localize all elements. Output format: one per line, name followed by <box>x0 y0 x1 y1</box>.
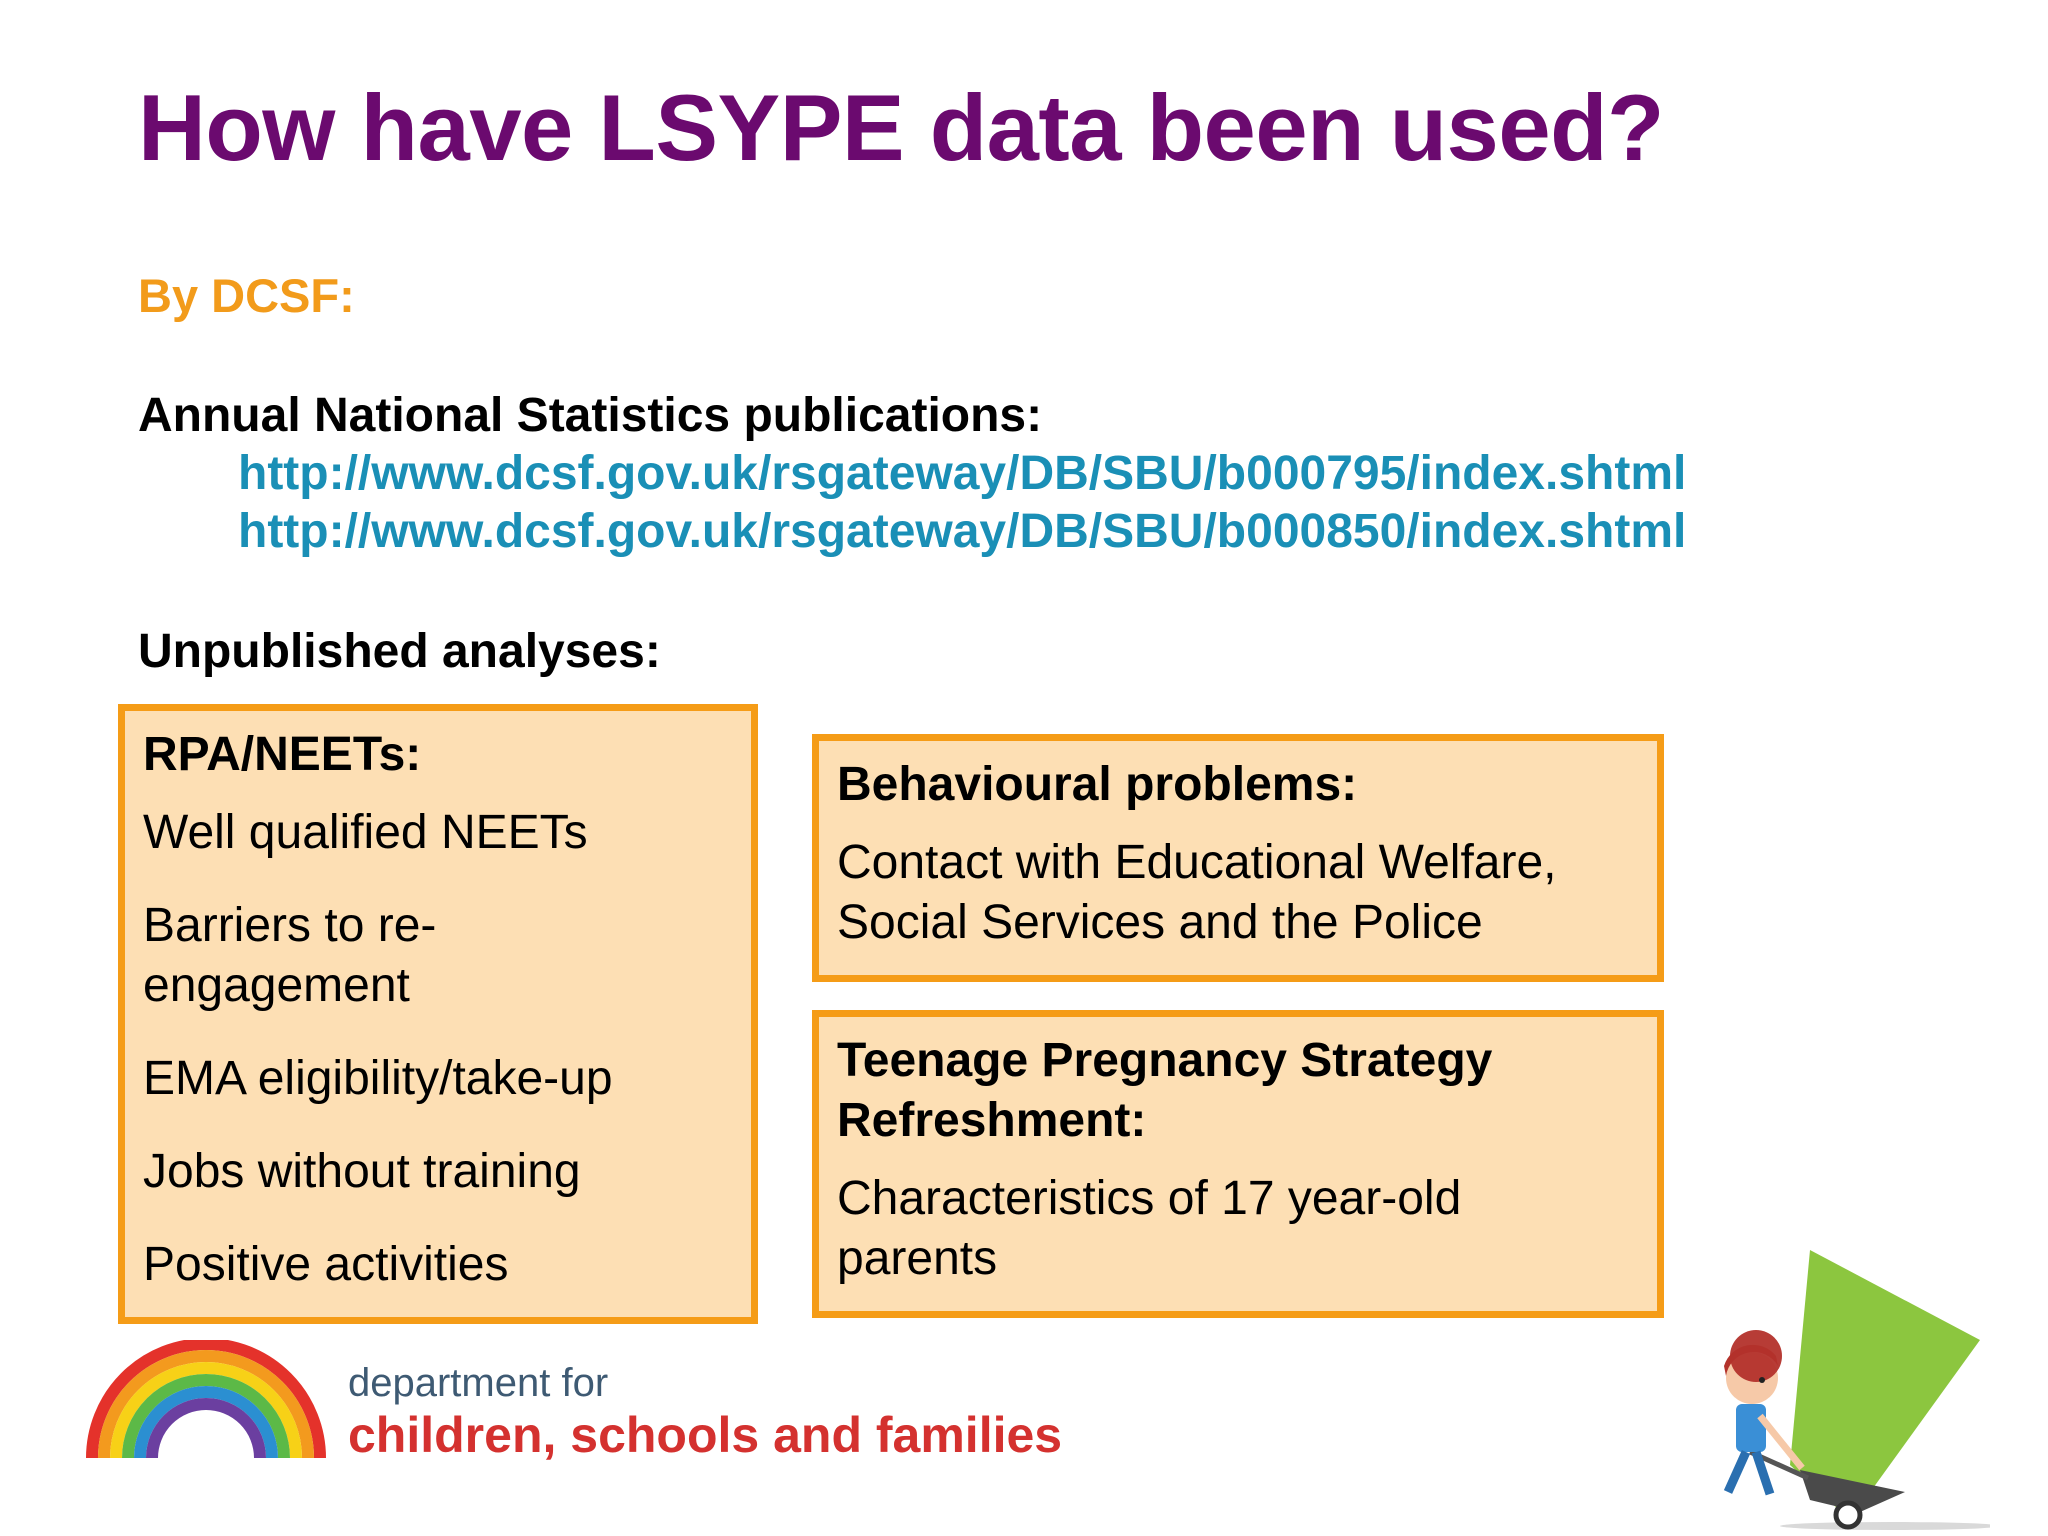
unpublished-analyses-heading: Unpublished analyses: <box>138 625 661 678</box>
behavioural-heading: Behavioural problems: <box>837 758 1358 811</box>
behavioural-text: Contact with Educational Welfare, Social Services and the Police <box>837 836 1557 949</box>
annual-publications-heading: Annual National Statistics publications: <box>138 389 1043 442</box>
rpa-neets-heading: RPA/NEETs: <box>143 728 422 781</box>
logo-line-children: children, schools and families <box>348 1407 1063 1463</box>
rpa-item-positive: Positive activities <box>143 1238 509 1291</box>
department-logo-text <box>348 1360 1062 1464</box>
rpa-item-jobs: Jobs without training <box>143 1145 581 1198</box>
teenage-pregnancy-box <box>812 1010 1664 1318</box>
by-dcsf-subtitle: By DCSF: <box>138 269 355 322</box>
publication-link-1[interactable]: http://www.dcsf.gov.uk/rsgateway/DB/SBU/b000795/index.shtml <box>238 447 1687 500</box>
publication-link-2[interactable]: http://www.dcsf.gov.uk/rsgateway/DB/SBU/b000850/index.shtml <box>238 505 1687 558</box>
teenage-text: Characteristics of 17 year-old parents <box>837 1172 1462 1285</box>
rainbow-logo-icon <box>86 1340 326 1460</box>
slide-title: How have LSYPE data been used? <box>138 75 1664 180</box>
teenage-heading: Teenage Pregnancy Strategy Refreshment: <box>837 1034 1493 1147</box>
behavioural-problems-box <box>812 734 1664 982</box>
child-wheelbarrow-icon <box>1690 1230 1990 1530</box>
rpa-item-barriers: Barriers to re- engagement <box>143 899 437 1012</box>
rpa-neets-box <box>118 704 758 1324</box>
rpa-item-ema: EMA eligibility/take-up <box>143 1052 613 1105</box>
logo-line-department: department for <box>348 1361 609 1405</box>
rpa-item-well-qualified: Well qualified NEETs <box>143 806 588 859</box>
